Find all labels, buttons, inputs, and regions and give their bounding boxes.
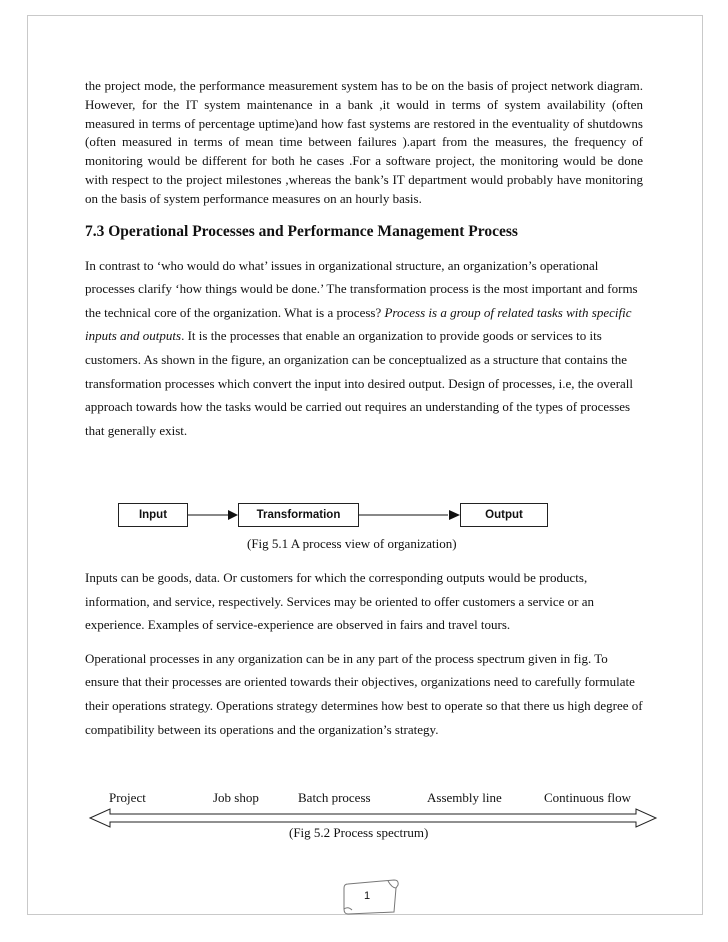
page-content (85, 77, 643, 442)
paragraph-operations-strategy: Operational processes in any organization can be in any part of the process spectrum given in fig. To ensure that their processes are oriented towards their objectives, organizations need to carefully formulate their operations strategy. Operations strategy determines how best to operate so that there us high degree of compatibility between its operations and the organization’s strategy. (85, 650, 643, 737)
page-number-scroll (342, 878, 400, 916)
para2-text-start: In contrast to ‘who would do what’ issues in organizational structure, an organization’s operational processes clarify ‘how things would be done.’ The transformation process is the most important and forms the technical core of the organization. What is a process? (85, 257, 638, 320)
spectrum-label-continuous-flow: Continuous flow (544, 790, 632, 805)
fig1-caption: (Fig 5.1 A process view of organization) (247, 536, 457, 551)
process-view-diagram (118, 503, 673, 531)
paragraph-operational-processes (85, 254, 643, 443)
process-definition-emphasis: Process is a group of related tasks with specific inputs and outputs (85, 304, 632, 344)
spectrum-label-assembly-line: Assembly line (427, 790, 502, 805)
transformation-box: Transformation (238, 503, 359, 527)
lower-content (85, 566, 643, 741)
spectrum-label-project: Project (109, 790, 146, 805)
spectrum-label-job-shop: Job shop (213, 790, 259, 805)
page-number: 1 (363, 890, 371, 902)
output-box: Output (460, 503, 548, 527)
process-arrows (118, 503, 673, 531)
paragraph-inputs-outputs: Inputs can be goods, data. Or customers for which the corresponding outputs would be products, information, and service, respectively. Services may be oriented to offer customers a service or an experience. Examples of service-experience are observed in fairs and travel tours. (85, 570, 594, 633)
input-box: Input (118, 503, 188, 527)
fig2-caption: (Fig 5.2 Process spectrum) (289, 825, 429, 840)
para2-text-end: . It is the processes that enable an organization to provide goods or services to its customers. As shown in the figure, an organization can be conceptualized as a structure that contains the transformation processes which convert the input into desired output. Design of processes, i.e, the overall approach towards how the tasks would be carried out requires an understanding of the types of processes that generally exist. (85, 328, 634, 438)
paragraph-project-monitoring: the project mode, the performance measurement system has to be on the basis of project network diagram. However, for the IT system maintenance in a bank ,it would in terms of system availability (often measured in terms of percentage uptime)and how fast systems are restored in the eventuality of shutdowns (often measured in terms of mean time between failures ).apart from the measures, the frequency of monitoring would be different for both he cases .For a software project, the monitoring would be done with respect to the project milestones ,whereas the bank’s IT department would probably have monitoring on the basis of system performance measures on an hourly basis. (85, 78, 643, 206)
spectrum-label-batch-process: Batch process (298, 790, 371, 805)
section-heading: 7.3 Operational Processes and Performance Management Process (85, 222, 518, 240)
